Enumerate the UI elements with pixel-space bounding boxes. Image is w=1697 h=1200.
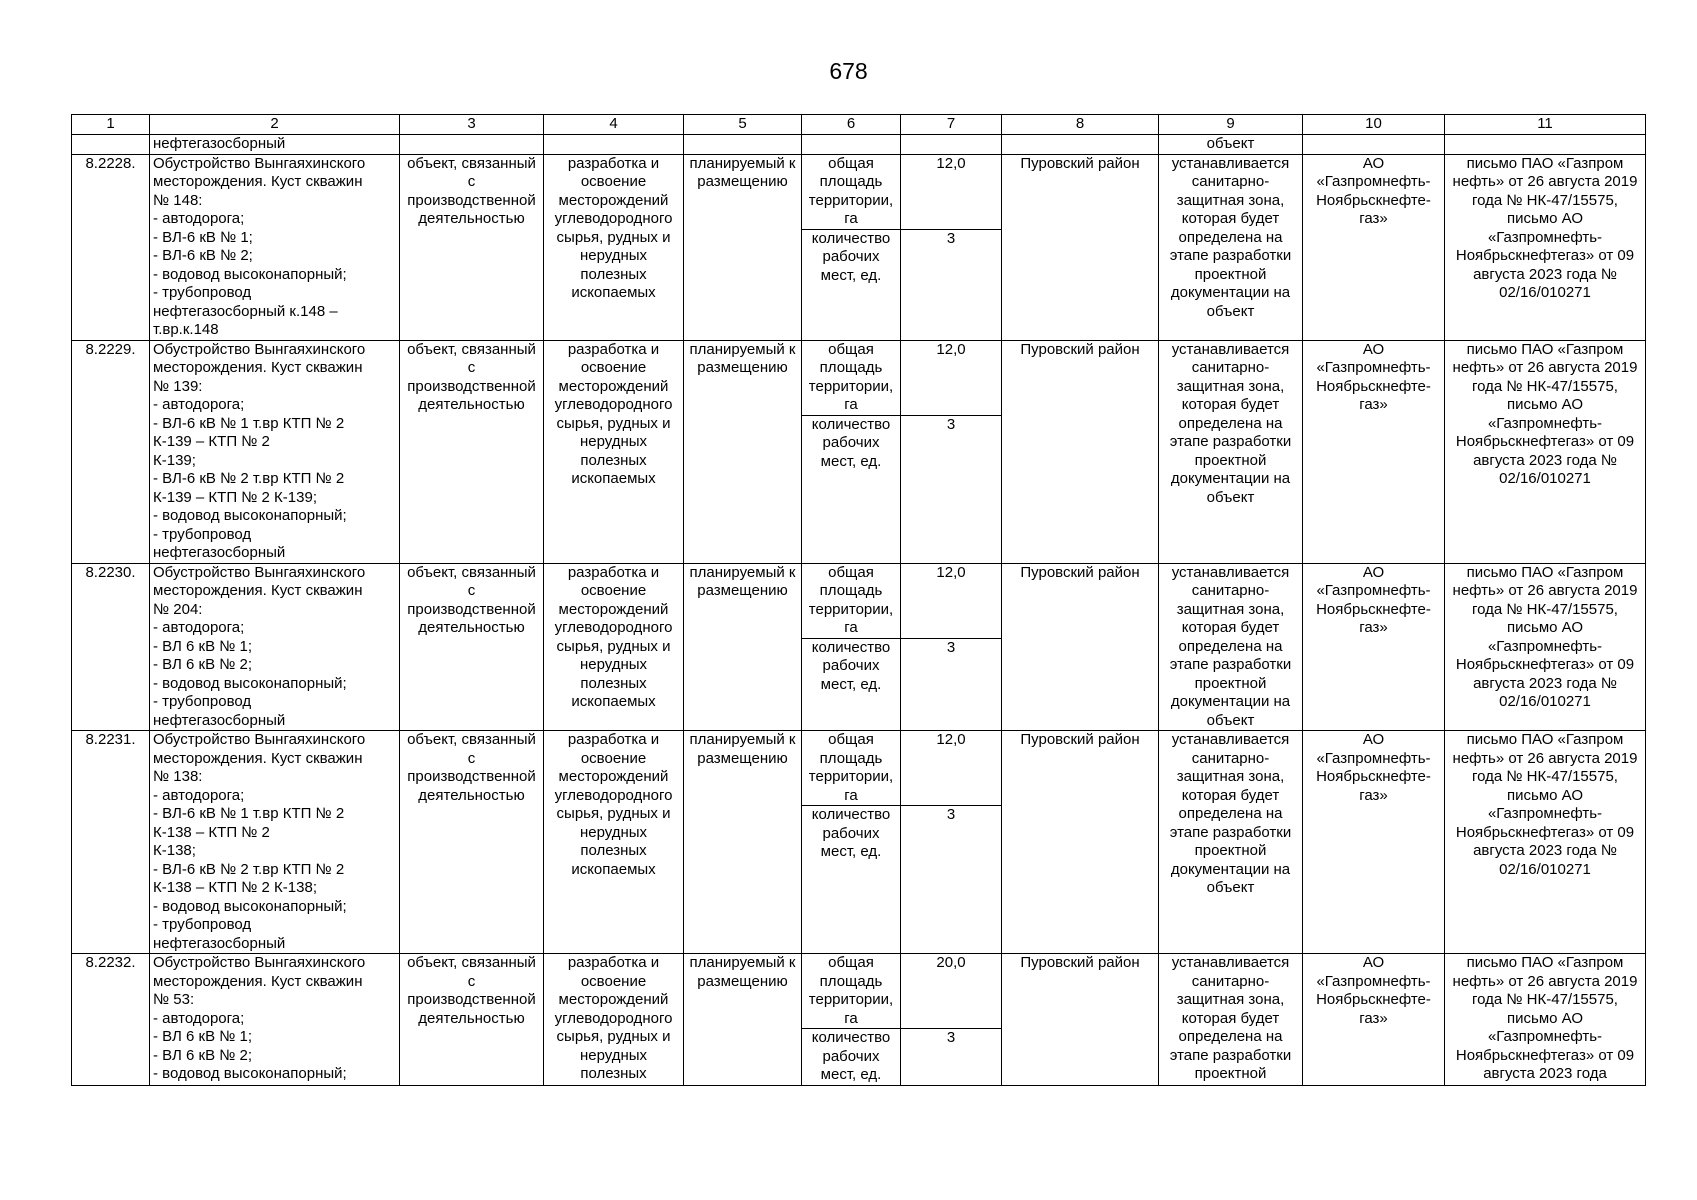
zone-cell: объект xyxy=(1159,134,1303,154)
location-cell: Пуровский район xyxy=(1002,954,1159,1086)
basis-cell: письмо ПАО «Газпром нефть» от 26 августа 2019 года № НК-47/15575, письмо АО «Газпромнефть-Ноябрьскнефтегаз» от 09 августа 2023 года № 02/16/010271 xyxy=(1445,340,1646,563)
table-cell xyxy=(901,134,1002,154)
basis-cell: письмо ПАО «Газпром нефть» от 26 августа 2019 года № НК-47/15575, письмо АО «Газпромнефть-Ноябрьскнефтегаз» от 09 августа 2023 года № 02/16/010271 xyxy=(1445,731,1646,954)
basis-cell: письмо ПАО «Газпром нефть» от 26 августа 2019 года № НК-47/15575, письмо АО «Газпромнефть-Ноябрьскнефтегаз» от 09 августа 2023 года № 02/16/010271 xyxy=(1445,154,1646,340)
object-name-line: - автодорога; xyxy=(153,210,245,227)
object-name-line: К-139 – КТП № 2 К-139; xyxy=(153,488,317,506)
characteristic-value-cell: 12,0 xyxy=(901,154,1002,229)
characteristic-value-cell: 3 xyxy=(901,806,1002,954)
object-name-line: - ВЛ 6 кВ № 1; xyxy=(153,637,253,655)
zone-cell: устанавливается санитарно-защитная зона, которая будет определена на этапе разработки проектной документации на объект xyxy=(1159,731,1303,954)
object-name-line: - ВЛ-6 кВ № 2 т.вр КТП № 2 xyxy=(153,860,345,878)
object-name-cell xyxy=(150,154,400,340)
table-row xyxy=(72,154,1646,229)
location-cell: Пуровский район xyxy=(1002,731,1159,954)
table-row xyxy=(72,563,1646,638)
organization-cell: АО «Газпромнефть-Ноябрьскнефте-газ» xyxy=(1303,954,1445,1086)
object-name-line: - ВЛ 6 кВ № 2; xyxy=(153,656,253,673)
object-name-line: - трубопровод xyxy=(153,693,252,710)
status-cell: планируемый к размещению xyxy=(684,731,802,954)
status-cell: планируемый к размещению xyxy=(684,563,802,731)
objects-table xyxy=(71,114,1646,1086)
organization-cell: АО «Газпромнефть-Ноябрьскнефте-газ» xyxy=(1303,563,1445,731)
object-name-line: К-139; xyxy=(153,451,196,469)
column-header: 5 xyxy=(684,115,802,135)
characteristic-label-cell: общая площадь территории, га xyxy=(802,340,901,415)
object-name-line: - ВЛ-6 кВ № 1; xyxy=(153,228,253,246)
zone-cell: устанавливается санитарно-защитная зона, которая будет определена на этапе разработки проектной документации на объект xyxy=(1159,154,1303,340)
purpose-cell: разработка и освоение месторождений углеводородного сырья, рудных и нерудных полезных ископаемых xyxy=(544,154,684,340)
table-cell xyxy=(1445,134,1646,154)
page-number: 678 xyxy=(829,58,868,84)
object-name-line: - ВЛ-6 кВ № 2 т.вр КТП № 2 xyxy=(153,470,345,487)
table-cell xyxy=(72,134,150,154)
object-name-line: - водовод высоконапорный; xyxy=(153,897,347,915)
characteristic-value-cell: 12,0 xyxy=(901,563,1002,638)
object-name-line: месторождения. Куст скважин xyxy=(153,972,363,990)
characteristic-label-cell: количество рабочих мест, ед. xyxy=(802,229,901,340)
object-name-line: нефтегазосборный xyxy=(153,711,286,729)
object-name-line: Обустройство Вынгаяхинского xyxy=(153,340,366,358)
characteristic-value-cell: 12,0 xyxy=(901,731,1002,806)
object-name-line: - ВЛ 6 кВ № 2; xyxy=(153,1046,253,1064)
purpose-cell: разработка и освоение месторождений углеводородного сырья, рудных и нерудных полезных ископаемых xyxy=(544,340,684,563)
object-name-line: месторождения. Куст скважин xyxy=(153,582,363,599)
object-name-line: нефтегазосборный xyxy=(153,934,286,952)
characteristic-label-cell: общая площадь территории, га xyxy=(802,731,901,806)
object-name-line: К-138 – КТП № 2 К-138; xyxy=(153,879,317,896)
object-name-cell xyxy=(150,340,400,563)
object-type-cell: объект, связанный с производственной деятельностью xyxy=(400,563,544,731)
object-name-line: нефтегазосборный к.148 – xyxy=(153,302,338,320)
object-name-line: № 138: xyxy=(153,768,203,785)
object-type-cell: объект, связанный с производственной деятельностью xyxy=(400,340,544,563)
object-name-line: К-138 – КТП № 2 xyxy=(153,823,270,841)
item-number-cell: 8.2232. xyxy=(72,954,150,1086)
characteristic-label-cell: количество рабочих мест, ед. xyxy=(802,415,901,563)
continuation-row xyxy=(72,134,1646,154)
object-name-line: № 148: xyxy=(153,191,203,209)
object-name-line: - автодорога; xyxy=(153,1009,245,1027)
object-name-line: - трубопровод xyxy=(153,916,252,933)
characteristic-label-cell: количество рабочих мест, ед. xyxy=(802,638,901,731)
object-name-line: - водовод высоконапорный; xyxy=(153,507,347,524)
characteristic-label-cell: общая площадь территории, га xyxy=(802,563,901,638)
characteristic-value-cell: 3 xyxy=(901,229,1002,340)
column-header: 9 xyxy=(1159,115,1303,135)
zone-cell: устанавливается санитарно-защитная зона, которая будет определена на этапе разработки проектной xyxy=(1159,954,1303,1086)
object-name-cell xyxy=(150,731,400,954)
object-name-line: месторождения. Куст скважин xyxy=(153,749,363,767)
item-number-cell: 8.2231. xyxy=(72,731,150,954)
object-name-line: Обустройство Вынгаяхинского xyxy=(153,954,366,971)
object-name-line: - трубопровод xyxy=(153,525,252,543)
location-cell: Пуровский район xyxy=(1002,563,1159,731)
object-name-line: - автодорога; xyxy=(153,619,245,636)
object-type-cell: объект, связанный с производственной деятельностью xyxy=(400,954,544,1086)
characteristic-value-cell: 3 xyxy=(901,638,1002,731)
column-header: 8 xyxy=(1002,115,1159,135)
object-name-line: - ВЛ 6 кВ № 1; xyxy=(153,1028,253,1045)
organization-cell: АО «Газпромнефть-Ноябрьскнефте-газ» xyxy=(1303,154,1445,340)
object-name-line: - водовод высоконапорный; xyxy=(153,265,347,283)
table-row xyxy=(72,340,1646,415)
item-number-cell: 8.2228. xyxy=(72,154,150,340)
object-name-line: К-138; xyxy=(153,842,196,859)
object-name-line: - ВЛ-6 кВ № 1 т.вр КТП № 2 xyxy=(153,414,345,432)
table-cell xyxy=(684,134,802,154)
column-header: 7 xyxy=(901,115,1002,135)
organization-cell: АО «Газпромнефть-Ноябрьскнефте-газ» xyxy=(1303,731,1445,954)
purpose-cell: разработка и освоение месторождений углеводородного сырья, рудных и нерудных полезных xyxy=(544,954,684,1086)
object-name-line: Обустройство Вынгаяхинского xyxy=(153,154,366,172)
column-header: 4 xyxy=(544,115,684,135)
object-name-line: Обустройство Вынгаяхинского xyxy=(153,731,366,748)
object-name-line: - водовод высоконапорный; xyxy=(153,1065,347,1082)
object-name-line: № 204: xyxy=(153,600,203,618)
object-name-line: нефтегазосборный xyxy=(153,544,286,561)
characteristic-value-cell: 3 xyxy=(901,1029,1002,1086)
location-cell: Пуровский район xyxy=(1002,340,1159,563)
characteristic-value-cell: 3 xyxy=(901,415,1002,563)
characteristic-value-cell: 12,0 xyxy=(901,340,1002,415)
table-cell xyxy=(1303,134,1445,154)
column-header: 2 xyxy=(150,115,400,135)
object-name-line: - ВЛ-6 кВ № 2; xyxy=(153,247,253,264)
object-name-line: № 53: xyxy=(153,991,195,1008)
object-name-line: - водовод высоконапорный; xyxy=(153,674,347,692)
item-number-cell: 8.2229. xyxy=(72,340,150,563)
table-cell xyxy=(802,134,901,154)
object-name-cell xyxy=(150,954,400,1086)
table-cell xyxy=(1002,134,1159,154)
table-cell xyxy=(400,134,544,154)
object-name-line: месторождения. Куст скважин xyxy=(153,173,363,190)
characteristic-label-cell: количество рабочих мест, ед. xyxy=(802,806,901,954)
column-header: 10 xyxy=(1303,115,1445,135)
object-name-line: - ВЛ-6 кВ № 1 т.вр КТП № 2 xyxy=(153,805,345,822)
object-name-line: т.вр.к.148 xyxy=(153,321,219,338)
header-row xyxy=(72,115,1646,135)
object-name-line: - трубопровод xyxy=(153,284,252,301)
item-number-cell: 8.2230. xyxy=(72,563,150,731)
table-row xyxy=(72,954,1646,1029)
location-cell: Пуровский район xyxy=(1002,154,1159,340)
object-name-line: Обустройство Вынгаяхинского xyxy=(153,563,366,581)
zone-cell: устанавливается санитарно-защитная зона, которая будет определена на этапе разработки проектной документации на объект xyxy=(1159,563,1303,731)
status-cell: планируемый к размещению xyxy=(684,954,802,1086)
object-type-cell: объект, связанный с производственной деятельностью xyxy=(400,154,544,340)
object-name-cell xyxy=(150,563,400,731)
zone-cell: устанавливается санитарно-защитная зона, которая будет определена на этапе разработки проектной документации на объект xyxy=(1159,340,1303,563)
characteristic-value-cell: 20,0 xyxy=(901,954,1002,1029)
purpose-cell: разработка и освоение месторождений углеводородного сырья, рудных и нерудных полезных ископаемых xyxy=(544,563,684,731)
characteristic-label-cell: общая площадь территории, га xyxy=(802,154,901,229)
characteristic-label-cell: количество рабочих мест, ед. xyxy=(802,1029,901,1086)
object-type-cell: объект, связанный с производственной деятельностью xyxy=(400,731,544,954)
organization-cell: АО «Газпромнефть-Ноябрьскнефте-газ» xyxy=(1303,340,1445,563)
object-name-line: месторождения. Куст скважин xyxy=(153,359,363,376)
status-cell: планируемый к размещению xyxy=(684,340,802,563)
object-name-line: № 139: xyxy=(153,377,203,395)
column-header: 6 xyxy=(802,115,901,135)
purpose-cell: разработка и освоение месторождений углеводородного сырья, рудных и нерудных полезных ископаемых xyxy=(544,731,684,954)
basis-cell: письмо ПАО «Газпром нефть» от 26 августа 2019 года № НК-47/15575, письмо АО «Газпромнефть-Ноябрьскнефтегаз» от 09 августа 2023 года № 02/16/010271 xyxy=(1445,563,1646,731)
object-name-cell: нефтегазосборный xyxy=(150,134,400,154)
column-header: 3 xyxy=(400,115,544,135)
status-cell: планируемый к размещению xyxy=(684,154,802,340)
column-header: 11 xyxy=(1445,115,1646,135)
object-name-line: - автодорога; xyxy=(153,396,245,413)
table-row xyxy=(72,731,1646,806)
column-header: 1 xyxy=(72,115,150,135)
table-cell xyxy=(544,134,684,154)
characteristic-label-cell: общая площадь территории, га xyxy=(802,954,901,1029)
basis-cell: письмо ПАО «Газпром нефть» от 26 августа 2019 года № НК-47/15575, письмо АО «Газпромнефть-Ноябрьскнефтегаз» от 09 августа 2023 года xyxy=(1445,954,1646,1086)
object-name-line: К-139 – КТП № 2 xyxy=(153,433,270,450)
object-name-line: - автодорога; xyxy=(153,786,245,804)
